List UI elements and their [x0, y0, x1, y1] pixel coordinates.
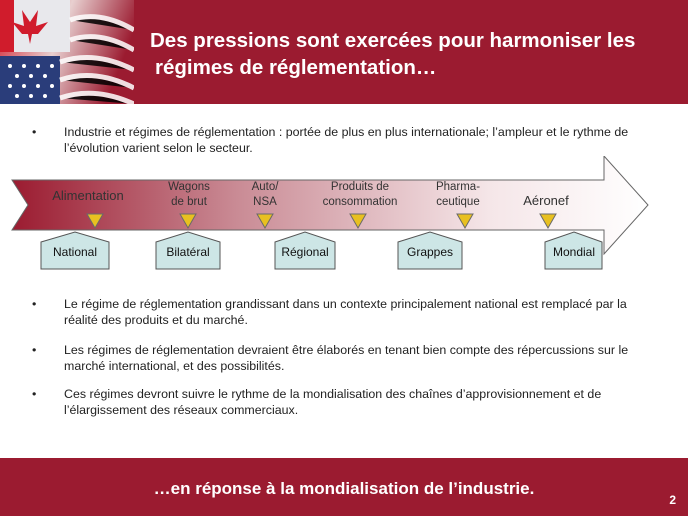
bullet-symbol: •	[32, 125, 37, 139]
sector-label-food: Alimentation	[52, 188, 124, 203]
bullet-text: Ces régimes devront suivre le rythme de la mondialisation des chaînes d’approvisionnement et de l’élargissement des réseaux commerciaux.	[64, 387, 602, 417]
slide-header	[0, 0, 688, 104]
footer-tagline: …en réponse à la mondialisation de l’industrie.	[153, 479, 535, 498]
level-label-bilateral: Bilatéral	[166, 245, 210, 259]
sector-label-consumer: Produits de consommation	[322, 181, 398, 208]
bullet-text: Les régimes de réglementation devraient être élaborés en tenant bien compte des répercussions sur le marché international, et des possibilités.	[64, 343, 629, 373]
bullet-text: Le régime de réglementation grandissant dans un contexte principalement national est remplacé par la réalité des produits et du marché.	[64, 297, 627, 327]
bullet-text: Industrie et régimes de réglementation : portée de plus en plus internationale; l’ampleur et le rythme de l’évolution varient selon le secteur.	[64, 125, 629, 155]
sector-label-railcars: Wagons de brut	[168, 181, 210, 208]
slide-footer	[0, 458, 688, 516]
slide-title	[150, 27, 670, 81]
level-label-regional: Régional	[281, 245, 329, 259]
page-number: 2	[669, 493, 676, 507]
regulation-arrow-diagram	[0, 156, 688, 276]
sector-label-pharma: Pharma- ceutique	[435, 181, 481, 208]
level-label-clusters: Grappes	[406, 245, 454, 259]
bullet-symbol: •	[32, 297, 37, 311]
sector-label-aircraft: Aéronef	[523, 193, 569, 208]
flags-image	[0, 0, 134, 104]
title-line-2: régimes de réglementation…	[155, 56, 437, 79]
sector-label-auto: Auto/ NSA	[251, 181, 279, 208]
level-label-national: National	[52, 245, 98, 259]
title-line-1: Des pressions sont exercées pour harmoniser les	[150, 29, 636, 52]
bullet-symbol: •	[32, 343, 37, 357]
level-label-global: Mondial	[552, 245, 596, 259]
bullet-symbol: •	[32, 387, 37, 401]
